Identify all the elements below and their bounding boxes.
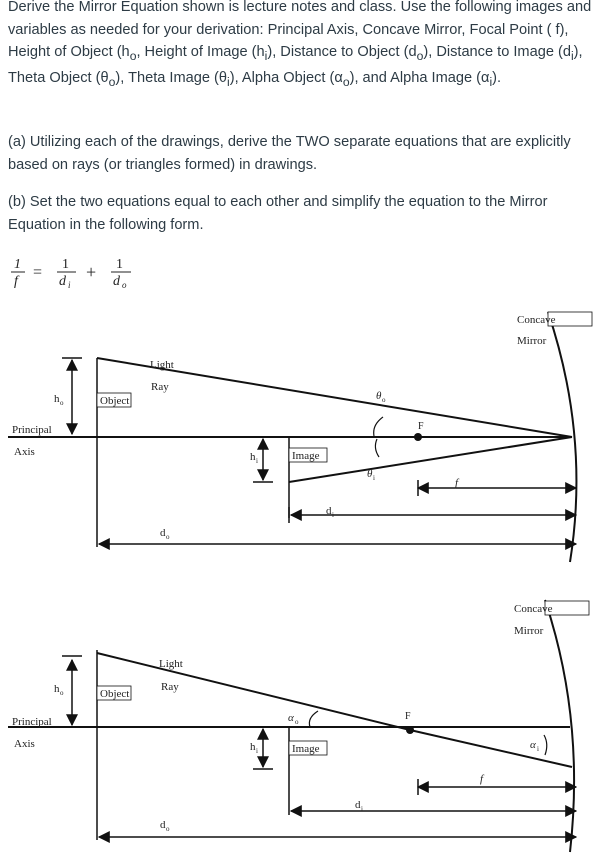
mirror-equation	[8, 254, 158, 290]
hi-label: h	[250, 451, 256, 463]
eq-equals: =	[33, 264, 43, 281]
svg-text:o: o	[166, 533, 170, 541]
svg-text:i: i	[361, 805, 363, 813]
object-label: Object	[100, 395, 130, 407]
image-label-2: Image	[292, 743, 320, 755]
theta-o-label: θ	[376, 390, 382, 402]
light-ray-through-focus	[410, 730, 572, 767]
object-label-2: Object	[100, 688, 130, 700]
concave-label: Concave	[517, 314, 556, 326]
focal-label-2: F	[405, 711, 411, 722]
light-ray-reflected	[289, 437, 572, 482]
mirror-label: Mirror	[517, 335, 547, 347]
axis-label: Axis	[14, 446, 35, 458]
light-label: Light	[150, 359, 174, 371]
ray-label: Ray	[151, 381, 169, 393]
svg-text:i: i	[256, 457, 258, 465]
light-label-2: Light	[159, 658, 183, 670]
alpha-o-arc	[309, 711, 318, 727]
svg-text:o: o	[166, 825, 170, 833]
ho-label: h	[54, 393, 60, 405]
part-a-paragraph: (a) Utilizing each of the drawings, derive the TWO separate equations that are explicitly based on rays (or triangles formed) in drawings.	[8, 134, 571, 173]
f-label-2: f	[480, 773, 484, 785]
image-label: Image	[292, 450, 320, 462]
hi-label-2: h	[250, 741, 256, 753]
ho-label-2: h	[54, 683, 60, 695]
concave-label-2: Concave	[514, 603, 553, 615]
f-label: f	[455, 477, 459, 489]
principal-label-2: Principal	[12, 716, 52, 728]
eq-numerator-1: 1	[14, 257, 21, 272]
svg-text:o: o	[60, 689, 64, 697]
figure-alpha-diagram	[0, 590, 607, 858]
eq-denominator-di: d	[59, 274, 66, 289]
svg-text:i: i	[537, 745, 539, 753]
principal-label: Principal	[12, 424, 52, 436]
svg-text:i: i	[373, 474, 375, 482]
svg-text:o: o	[295, 718, 299, 726]
alpha-o-label: α	[288, 712, 294, 724]
di-label: d	[326, 505, 332, 517]
eq-numerator-2: 1	[62, 257, 69, 272]
alpha-i-arc	[544, 735, 547, 755]
eq-denominator-f: f	[14, 274, 18, 289]
eq-numerator-3: 1	[116, 257, 123, 272]
focal-label: F	[418, 421, 424, 432]
figure-theta-diagram	[0, 300, 607, 568]
eq-plus: +	[86, 262, 97, 282]
ray-label-2: Ray	[161, 681, 179, 693]
di-label-2: d	[355, 799, 361, 811]
eq-sub-i: i	[68, 280, 71, 290]
svg-text:i: i	[256, 747, 258, 755]
focal-point	[414, 433, 422, 441]
theta-i-arc	[375, 439, 379, 457]
do-label-2: d	[160, 819, 166, 831]
svg-text:i: i	[332, 511, 334, 519]
svg-text:o: o	[60, 399, 64, 407]
part-b-paragraph: (b) Set the two equations equal to each other and simplify the equation to the Mirror Equation in the following form.	[8, 194, 548, 233]
alpha-i-label: α	[530, 739, 536, 751]
do-label: d	[160, 527, 166, 539]
svg-text:o: o	[382, 396, 386, 404]
eq-denominator-do: d	[113, 274, 120, 289]
axis-label-2: Axis	[14, 738, 35, 750]
light-ray-to-focus	[97, 653, 410, 730]
eq-sub-o: o	[122, 280, 127, 290]
theta-o-arc	[374, 417, 383, 436]
theta-i-label: θ	[367, 468, 373, 480]
mirror-label-2: Mirror	[514, 625, 544, 637]
focal-point-2	[406, 726, 414, 734]
intro-paragraph: Derive the Mirror Equation shown is lecture notes and class. Use the following images and variables as needed for your derivation: Principal Axis, Concave Mirror, Focal Point ( f), Height of Object ($h_o$, Height of Image $(h_i)$, Distance to Object $(d_o)$, Distance to Image $(d_i)$, Theta Object $(\theta_o)$, Theta Image $(\theta_i)$, Alpha Object $(\alpha_o)$, and Alpha Image $(\alpha_i)$.	[8, 0, 592, 90]
